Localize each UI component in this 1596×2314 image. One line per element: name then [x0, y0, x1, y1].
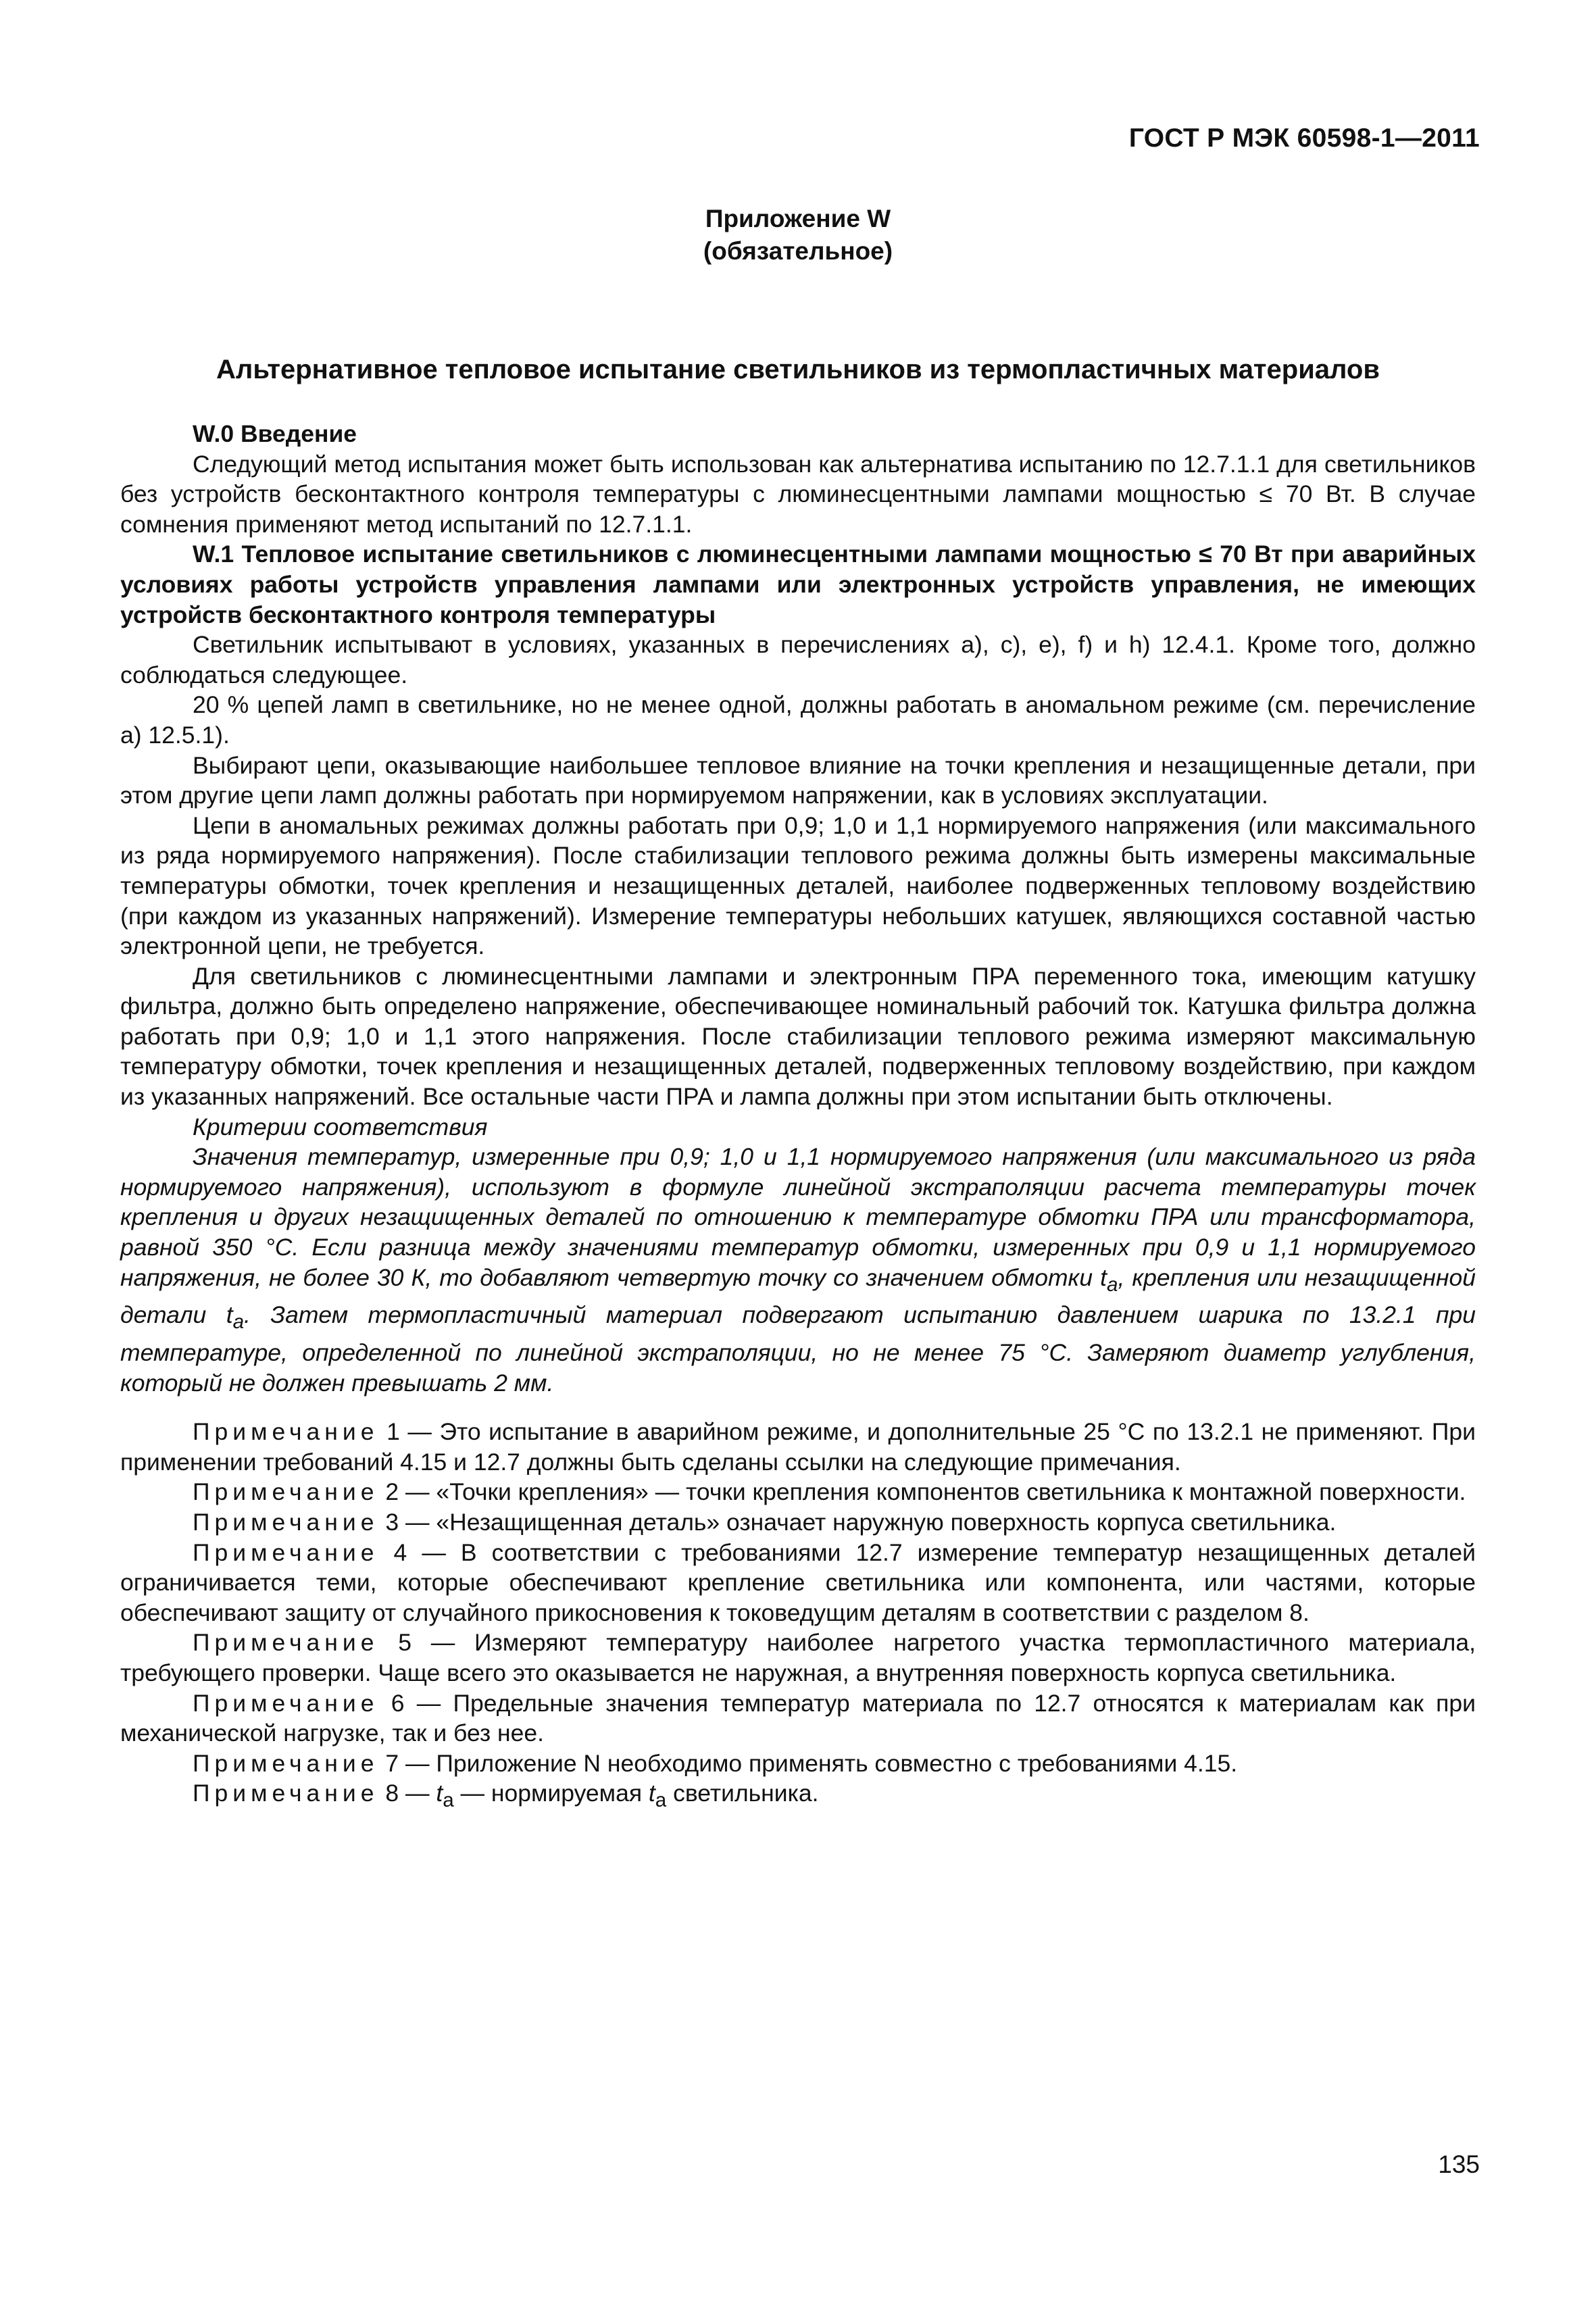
- note-2: Примечание 2 — «Точки крепления» — точки крепления компонентов светильника к монтажной поверхности.: [193, 1478, 1466, 1506]
- note-label: Примечание: [193, 1629, 379, 1657]
- note-label: Примечание: [193, 1749, 379, 1777]
- criteria-text: , крепления или незащищенной детали: [120, 1263, 1476, 1329]
- paragraph: 20 % цепей ламп в светильнике, но не менее одной, должны работать в аномальном режиме (см. перечисление а) 12.5.1).: [120, 691, 1476, 749]
- ta-symbol: $t_a$: [648, 1780, 667, 1812]
- section-heading-w1: W.1 Тепловое испытание светильников с люминесцентными лампами мощностью ≤ 70 Вт при аварийных условиях работы устройств управления лампами или электронных устройств управления, не имеющих устройств бесконтактного контроля температуры: [120, 540, 1476, 628]
- note-3: Примечание 3 — «Незащищенная деталь» означает наружную поверхность корпуса светильника.: [193, 1508, 1337, 1536]
- note-8: Примечание 8 — $t_a$ — нормируемая $t_a$ светильника.: [193, 1780, 819, 1812]
- paragraph: Светильник испытывают в условиях, указанных в перечислениях а), с), е), f) и h) 12.4.1. Кроме того, должно соблюдаться следующее.: [120, 631, 1476, 688]
- appendix-label: Приложение W: [705, 205, 891, 232]
- note-5: Примечание 5 — Измеряют температуру наиболее нагретого участка термопластичного материала, требующего проверки. Чаще всего это оказывается не наружная, а внутренняя поверхность корпуса светильника.: [120, 1629, 1476, 1686]
- note-label: Примечание: [193, 1780, 379, 1807]
- page-number: 135: [1438, 2150, 1480, 2178]
- section-heading-w0: W.0 Введение: [193, 420, 357, 447]
- note-4: Примечание 4 — В соответствии с требованиями 12.7 измерение температур незащищенных деталей ограничивается теми, которые обеспечивают крепление светильника или компонента, или частями, которые обеспечивают защиту от случайного прикосновения к токоведущим деталям в соответствии с разделом 8.: [120, 1538, 1476, 1626]
- criteria-text: . Затем термопластичный материал подвергают испытанию давлением шарика по 13.2.1 при температуре, определенной по линейной экстраполяции, но не менее 75 °С. Замеряют диаметр углубления, который не должен превышать 2 мм.: [120, 1301, 1476, 1397]
- document-body: [120, 419, 1476, 1816]
- ta-symbol: $t_a$: [436, 1780, 454, 1812]
- appendix-title: Альтернативное тепловое испытание светильников из термопластичных материалов: [216, 355, 1380, 384]
- note-1: Примечание 1 — Это испытание в аварийном режиме, и дополнительные 25 °С по 13.2.1 не применяют. При применении требований 4.15 и 12.7 должны быть сделаны ссылки на следующие примечания.: [120, 1418, 1476, 1476]
- note-label: Примечание: [193, 1478, 379, 1506]
- ta-symbol: $t_a$: [226, 1301, 245, 1334]
- document-code-header: ГОСТ Р МЭК 60598-1—2011: [1128, 124, 1480, 153]
- note-label: Примечание: [193, 1508, 379, 1536]
- paragraph: Для светильников с люминесцентными лампами и электронным ПРА переменного тока, имеющим катушку фильтра, должно быть определено напряжение, обеспечивающее номинальный рабочий ток. Катушка фильтра должна работать при 0,9; 1,0 и 1,1 этого напряжения. После стабилизации теплового режима измеряют максимальную температуру обмотки, точек крепления и незащищенных деталей, подверженных тепловому воздействию, при каждом из указанных напряжений. Все остальные части ПРА и лампа должны при этом испытании быть отключены.: [120, 962, 1476, 1111]
- appendix-heading: [0, 203, 1596, 268]
- appendix-status: (обязательное): [703, 237, 893, 265]
- criteria-text: Значения температур, измеренные при 0,9; 1,0 и 1,1 нормируемого напряжения (или максимального из ряда нормируемого напряжения), используют в формуле линейной экстраполяции расчета температуры точек крепления и других незащищенных деталей по отношению к температуре обмотки ПРА или трансформатора, равной 350 °С. Если разница между значениями температур обмотки, измеренных при 0,9 и 1,1 нормируемого напряжения, не более 30 К, то добавляют четвертую точку со значением обмотки: [120, 1143, 1476, 1291]
- criteria-heading: Критерии соответствия: [193, 1113, 488, 1140]
- paragraph: Выбирают цепи, оказывающие наибольшее тепловое влияние на точки крепления и незащищенные детали, при этом другие цепи ламп должны работать при нормируемом напряжении, как в условиях эксплуатации.: [120, 751, 1476, 809]
- paragraph: Цепи в аномальных режимах должны работать при 0,9; 1,0 и 1,1 нормируемого напряжения (или максимального из ряда нормируемого напряжения). После стабилизации теплового режима должны быть измерены максимальные температуры обмотки, точек крепления и незащищенных деталей, наиболее подверженных тепловому воздействию (при каждом из указанных напряжений). Измерение температуры небольших катушек, являющихся составной частью электронной цепи, не требуется.: [120, 811, 1476, 960]
- note-7: Примечание 7 — Приложение N необходимо применять совместно с требованиями 4.15.: [193, 1749, 1238, 1777]
- ta-symbol: $t_a$: [1100, 1263, 1118, 1296]
- criteria-paragraph: [120, 1142, 1476, 1398]
- note-label: Примечание: [193, 1418, 379, 1446]
- note-6: Примечание 6 — Предельные значения температур материала по 12.7 относятся к материалам как при механической нагрузке, так и без нее.: [120, 1689, 1476, 1747]
- note-label: Примечание: [193, 1689, 379, 1717]
- note-label: Примечание: [193, 1538, 379, 1566]
- paragraph: Следующий метод испытания может быть использован как альтернатива испытанию по 12.7.1.1 для светильников без устройств бесконтактного контроля температуры с люминесцентными лампами мощностью ≤ 70 Вт. В случае сомнения применяют метод испытаний по 12.7.1.1.: [120, 450, 1476, 538]
